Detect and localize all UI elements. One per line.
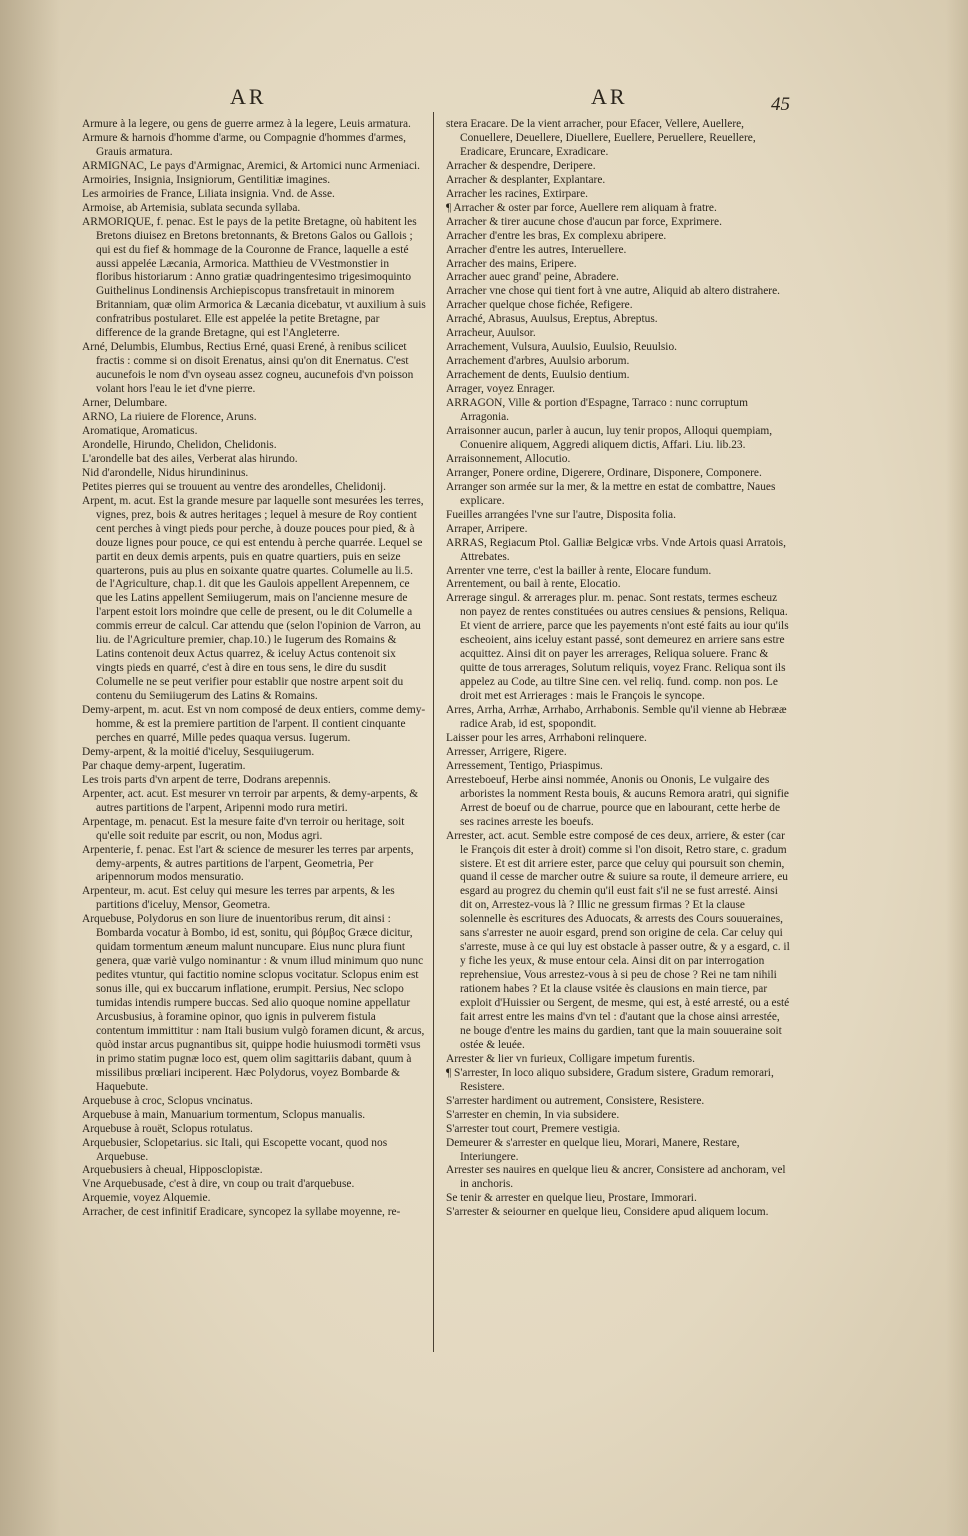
dictionary-entry: Arpenter, act. acut. Est mesurer vn terroir par arpents, & demy-arpents, & autres partitions de l'arpent, Aripenni modo rura metiri. <box>82 787 419 814</box>
dictionary-entry: Arracher d'entre les bras, Ex complexu abripere. <box>446 229 667 242</box>
dictionary-entry: stera Eracare. De la vient arracher, pour Efacer, Vellere, Auellere, Conuellere, Deuellere, Diuellere, Euellere, Peruellere, Reuellere, Eradicare, Eruncare, Exradicare. <box>446 118 756 158</box>
dictionary-entry: ARMIGNAC, Le pays d'Armignac, Aremici, & Artomici nunc Armeniaci. <box>82 159 421 172</box>
dictionary-entry: Arquebusier, Sclopetarius. sic Itali, qui Escopette vocant, quod nos Arquebuse. <box>82 1136 388 1163</box>
dictionary-entry: Se tenir & arrester en quelque lieu, Prostare, Immorari. <box>446 1192 697 1205</box>
dictionary-entry: ¶ S'arrester, In loco aliquo subsidere, Gradum sistere, Gradum remorari, Resistere. <box>446 1066 774 1093</box>
dictionary-entry: Arrerage singul. & arrerages plur. m. penac. Sont restats, termes escheuz non payez de rentes constituées ou autres censiues & pensions, Reliqua. Et vient de arriere, parce que les payements n'ont esté faits au iour qu'ils escheoient, ains iceluy estant passé, sont demeurez en arriere sans estre acquittez. Ainsi dit on payer les arrerages, Reliqua soluere. Franc & quitte de tous arrerages, Solutum reliquis, voyez Franc. Reliqua sont ils appelez au Code, au tiltre Sine cen. vel reliq. fund. comp. non pos. Le droit met est Arrierages : mais le François le syncope. <box>446 592 789 703</box>
dictionary-entry: Arraisonnement, Allocutio. <box>446 452 571 465</box>
dictionary-entry: Arpenteur, m. acut. Est celuy qui mesure les terres par arpents, & les partitions d'iceluy, Mensor, Geometra. <box>82 885 395 912</box>
dictionary-entry: Armure à la legere, ou gens de guerre armez à la legere, Leuis armatura. <box>82 118 411 130</box>
dictionary-entry: Arracher vne chose qui tient fort à vne autre, Aliquid ab altero distrahere. <box>446 285 780 298</box>
dictionary-entry: Arracher, de cest infinitif Eradicare, syncopez la syllabe moyenne, re- <box>82 1206 401 1219</box>
column-divider <box>433 112 434 1352</box>
dictionary-entry: Par chaque demy-arpent, Iugeratim. <box>82 759 246 772</box>
dictionary-entry: Arquebusiers à cheual, Hipposclopistæ. <box>82 1164 263 1177</box>
dictionary-entry: Arné, Delumbis, Elumbus, Rectius Erné, quasi Erené, à renibus scilicet fractis : comme si on disoit Erenatus, ainsi qu'on dit Enernatus. C'est aucunefois le nom d'vn oyseau assez cogneu, aucunefois d'vn poisson volant hors l'eau le iet d'vne pierre. <box>82 341 414 396</box>
dictionary-entry: Nid d'arondelle, Nidus hirundininus. <box>82 466 249 479</box>
dictionary-entry: Arressement, Tentigo, Priaspimus. <box>446 759 603 772</box>
running-header-left: AR <box>230 84 267 109</box>
right-column <box>446 118 792 1348</box>
dictionary-entry: Armure & harnois d'homme d'arme, ou Compagnie d'hommes d'armes, Grauis armatura. <box>82 131 406 158</box>
dictionary-entry: Vne Arquebusade, c'est à dire, vn coup ou trait d'arquebuse. <box>82 1178 355 1191</box>
dictionary-entry: ARMORIQUE, f. penac. Est le pays de la petite Bretagne, où habitent les Bretons diuisez en Bretons bretonnants, & Bretons Galos ou Gallois ; qui est du fief & hommage de la Couronne de France, laquelle a esté aussi appelée Læcania, Armorica. Matthieu de VVestmonstier in floribus historiarum : Anno gratiæ quadringentesimo trigesimoquinto Guithelinus Londinensis Archiepiscopus transfretauit in minorem Britanniam, quæ olim Armorica & Læcania dicebatur, vt auxilium à suis confratribus postularet. Elle est appelée la petite Bretagne, par difference de la grande Bretagne, qui est l'Angleterre. <box>82 215 426 340</box>
dictionary-entry: Arranger, Ponere ordine, Digerere, Ordinare, Disponere, Componere. <box>446 466 762 479</box>
dictionary-entry: Arrachement d'arbres, Auulsio arborum. <box>446 355 630 368</box>
dictionary-entry: S'arrester hardiment ou autrement, Consistere, Resistere. <box>446 1094 705 1107</box>
dictionary-entry: ¶ Arracher & oster par force, Auellere rem aliquam à fratre. <box>446 201 717 214</box>
dictionary-entry: Demeurer & s'arrester en quelque lieu, Morari, Manere, Restare, Interiungere. <box>446 1136 740 1163</box>
dictionary-entry: Arres, Arrha, Arrhæ, Arrhabo, Arrhabonis. Semble qu'il vienne ab Hebrææ radice Arab, id est, spopondit. <box>446 704 787 730</box>
dictionary-entry: Arquebuse à main, Manuarium tormentum, Sclopus manualis. <box>82 1108 366 1121</box>
dictionary-entry: Arracher & tirer aucune chose d'aucun par force, Exprimere. <box>446 215 722 228</box>
dictionary-entry: ARNO, La riuiere de Florence, Aruns. <box>82 411 257 424</box>
dictionary-entry: Arrester ses nauires en quelque lieu & ancrer, Consistere ad anchoram, vel in anchoris. <box>446 1164 786 1191</box>
dictionary-entry: Arpent, m. acut. Est la grande mesure par laquelle sont mesurées les terres, vignes, prez, bois & autres heritages ; lequel à mesure de Roy contient cent perches à vingt pieds pour perche, à douze pouces pour pied, & à douze lignes pour pouce, ce qui est entendu à perche quarrée. Lequel se partit en deux demis arpents, puis en quatre quartiers, puis en seize quarterons, puis au plus en soixante quatre quartes. Columelle au li.5. de l'Agriculture, chap.1. dit que les Gaulois appellent Arepennem, ce que les Latins appellent Semiiugerum, mais on l'ancienne mesure de l'arpent estoit lors moindre que celle de present, ou le dit Columelle a commis erreur de calcul. Car attendu que (selon l'opinion de Varron, au liu. de l'Agriculture premier, chap.10.) le Iugerum des Romains & Latins contenoit deux Actus quarrez, & iceluy Actus contenoit six vingts pieds en quarré, c'est à dire en tous sens, le dire du susdit Columelle ne se peut verifier pour establir que nostre arpent soit du contenu du Semiiugerum des Latins & Romains. <box>82 494 424 703</box>
dictionary-entry: Arrester, act. acut. Semble estre composé de ces deux, arriere, & ester (car le François dit ester à droit) comme si l'on disoit, Retro stare, c. gradum sistere. Et est dit arriere ester, parce que celuy qui poursuit son chemin, quand il cesse de marcher outre & suiure sa route, il demeure arriere, eu esgard au progrez du chemin qu'il eust fait s'il ne se fust arresté. Ainsi dit on, Arrestez-vous là ? Illic ne gressum firmas ? Et la clause solennelle ès escritures des Aduocats, & arrests des Cours souueraines, sans s'arrester ne auoir esgard, prend son origine de cela. Car celuy qui s'arreste, muse à ce qui luy est obstacle à passer outre, & y a esgard, c. il y fiche les yeux, & muse entour cela. Ainsi dit on par interrogation reprehensiue, Vous arrestez-vous à si peu de chose ? Rei ne tam nihili rationem habes ? Et la clause vsitée ès clausions en main tierce, par exploit d'Huissier ou Sergent, de mesme, qui est, à esté arresté, ou a esté fait arrest entre les mains d'vn tel : d'autant que la chose ainsi arrestée, ne bouge d'entre les mains du gardien, tant que la main souueraine soit ostée & leuée. <box>446 829 790 1051</box>
dictionary-entry: Arpentage, m. penacut. Est la mesure faite d'vn terroir ou heritage, soit qu'elle soit reduite par escrit, ou non, Modus agri. <box>82 815 405 842</box>
dictionary-entry: Arrester & lier vn furieux, Colligare impetum furentis. <box>446 1052 695 1065</box>
dictionary-entry: Arracheur, Auulsor. <box>446 327 536 340</box>
dictionary-entry: Les trois parts d'vn arpent de terre, Dodrans arepennis. <box>82 773 331 786</box>
dictionary-entry: Arrager, voyez Enrager. <box>446 383 555 396</box>
dictionary-entry: Arracher & desplanter, Explantare. <box>446 173 606 186</box>
dictionary-entry: Arresteboeuf, Herbe ainsi nommée, Anonis ou Ononis, Le vulgaire des arboristes la nomment Resta bouis, & aucuns Remora aratri, qui signifie Arrest de boeuf ou de charrue, pource que en labourant, cette herbe de ses racines arreste les boeufs. <box>446 773 789 828</box>
dictionary-entry: Arrenter vne terre, c'est la bailler à rente, Elocare fundum. <box>446 564 712 577</box>
page-edge <box>946 0 968 1536</box>
dictionary-entry: Aromatique, Aromaticus. <box>82 424 198 437</box>
dictionary-entry: Arrachement de dents, Euulsio dentium. <box>446 369 630 382</box>
binding-gutter-shadow <box>0 0 60 1536</box>
dictionary-entry: Arracher des mains, Eripere. <box>446 257 577 270</box>
dictionary-entry: S'arrester tout court, Premere vestigia. <box>446 1122 621 1135</box>
dictionary-entry: Arresser, Arrigere, Rigere. <box>446 745 567 758</box>
dictionary-entry: Arquebuse à rouët, Sclopus rotulatus. <box>82 1122 253 1135</box>
dictionary-entry: Arracher & despendre, Deripere. <box>446 159 596 172</box>
dictionary-entry: Arraché, Abrasus, Auulsus, Ereptus, Abreptus. <box>446 313 658 326</box>
dictionary-entry: Demy-arpent, & la moitié d'iceluy, Sesquiiugerum. <box>82 745 315 758</box>
dictionary-entry: ARRAS, Regiacum Ptol. Galliæ Belgicæ vrbs. Vnde Artois quasi Arratois, Attrebates. <box>446 536 786 563</box>
running-header-right: AR <box>591 84 628 109</box>
dictionary-entry: Arracher d'entre les autres, Interuellere. <box>446 243 627 256</box>
dictionary-entry: S'arrester & seiourner en quelque lieu, Considere apud aliquem locum. <box>446 1206 769 1219</box>
dictionary-entry: Arquebuse, Polydorus en son liure de inuentoribus rerum, dit ainsi : Bombarda vocatur à Bombo, id est, sonitu, qui βόμβος Græce dicitur, quidam tormentum æneum malunt nuncupare. Eius nunc plura fiunt genera, quæ variè vulgo nominantur : & vnum illud minimum quo nunc pedites vtuntur, qui factitio nomine sclopus vocitatur. Sclopus enim est sonus ille, qui ex buccarum inflatione, erumpit. Persius, Nec sclopo tumidas intendis rumpere buccas. Sed alio quoque nomine appellatur Arcusbusius, à foramine opinor, quo ignis in pulverem fistula contentum immittitur : nam Itali busium vulgò foramen dicunt, & arcus, quòd instar arcus pugnantibus sit, quippe hodie huiusmodi tormēti vsus in primo statim pugnæ loco est, quem olim sagittariis dabant, quum à missilibus prœliari inciperent. Hæc Polydorus, voyez Bombarde & Haquebute. <box>82 913 425 1093</box>
dictionary-entry: Arranger son armée sur la mer, & la mettre en estat de combattre, Naues explicare. <box>446 480 776 507</box>
dictionary-entry: Laisser pour les arres, Arrhaboni relinquere. <box>446 731 647 744</box>
dictionary-entry: L'arondelle bat des ailes, Verberat alas hirundo. <box>82 452 298 465</box>
dictionary-entry: Arrachement, Vulsura, Auulsio, Euulsio, Reuulsio. <box>446 341 678 354</box>
dictionary-entry: Petites pierres qui se trouuent au ventre des arondelles, Chelidonij. <box>82 480 386 493</box>
dictionary-entry: S'arrester en chemin, In via subsidere. <box>446 1108 620 1121</box>
left-column <box>82 118 426 1348</box>
dictionary-entry: Les armoiries de France, Liliata insignia. Vnd. de Asse. <box>82 187 335 200</box>
dictionary-entry: Armoiries, Insignia, Insigniorum, Gentilitiæ imagines. <box>82 173 331 186</box>
dictionary-entry: Demy-arpent, m. acut. Est vn nom composé de deux entiers, comme demy-homme, & est la premiere partition de l'arpent. Il contient cinquante perches en quarré, Mille pedes quaqua versus. Iugerum. <box>82 704 426 744</box>
dictionary-entry: Arraisonner aucun, parler à aucun, luy tenir propos, Alloqui quempiam, Conuenire aliquem, Aggredi aliquem dictis, Affari. Liu. lib.23. <box>446 424 773 451</box>
dictionary-entry: Arquebuse à croc, Sclopus vncinatus. <box>82 1094 253 1107</box>
dictionary-entry: Arraper, Arripere. <box>446 522 528 535</box>
dictionary-entry: Arquemie, voyez Alquemie. <box>82 1192 211 1205</box>
dictionary-entry: Arondelle, Hirundo, Chelidon, Chelidonis. <box>82 438 277 451</box>
dictionary-entry: Arner, Delumbare. <box>82 397 168 410</box>
dictionary-entry: Arrentement, ou bail à rente, Elocatio. <box>446 578 621 591</box>
dictionary-entry: Arracher quelque chose fichée, Refigere. <box>446 299 633 312</box>
dictionary-entry: Arracher les racines, Extirpare. <box>446 187 588 200</box>
dictionary-entry: Armoise, ab Artemisia, sublata secunda syllaba. <box>82 201 301 214</box>
dictionary-entry: Fueilles arrangées l'vne sur l'autre, Disposita folia. <box>446 508 676 521</box>
dictionary-entry: Arpenterie, f. penac. Est l'art & science de mesurer les terres par arpents, demy-arpents, & autres partitions de l'arpent, Geometria, Per aripennorum modos mensuratio. <box>82 843 414 884</box>
dictionary-entry: ARRAGON, Ville & portion d'Espagne, Tarraco : nunc corruptum Arragonia. <box>446 397 748 424</box>
page-number: 45 <box>771 94 790 115</box>
dictionary-entry: Arracher auec grand' peine, Abradere. <box>446 271 619 284</box>
